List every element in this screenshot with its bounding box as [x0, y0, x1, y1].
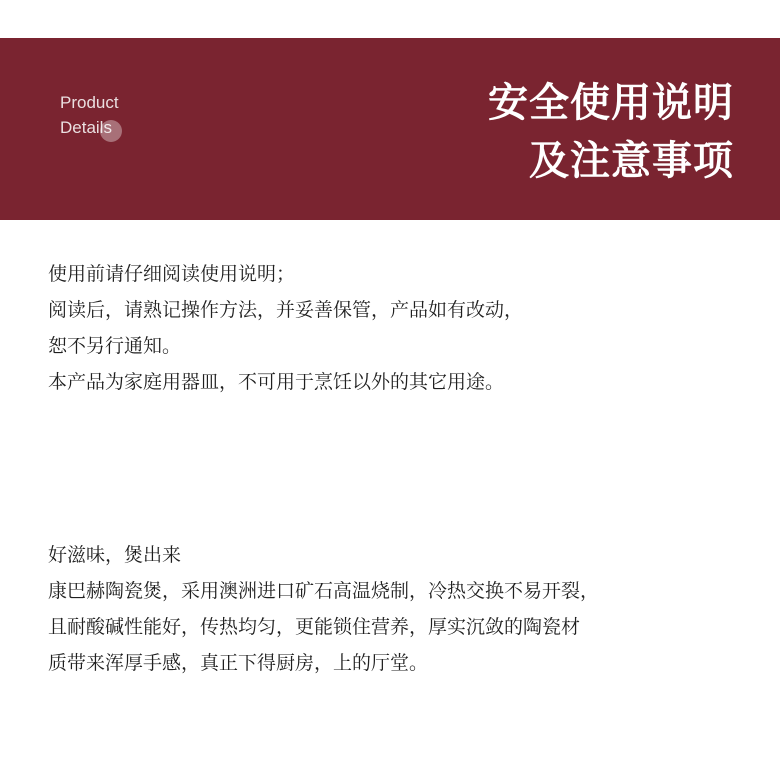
- title-line: 安全使用说明: [488, 80, 734, 126]
- usage-notice-section: [48, 256, 748, 400]
- text-line: 质带来浑厚手感，真正下得厨房，上的厅堂。: [48, 652, 429, 674]
- tag-line: Details: [60, 118, 112, 137]
- product-description-section: [48, 537, 748, 681]
- title-line: 及注意事项: [529, 138, 734, 184]
- text-line: 使用前请仔细阅读使用说明；: [48, 263, 296, 285]
- decorative-dot-icon: [100, 120, 122, 142]
- text-line: 本产品为家庭用器皿，不可用于烹饪以外的其它用途。: [48, 371, 505, 393]
- text-line: 好滋味，煲出来: [48, 544, 182, 566]
- tag-line: Product: [60, 93, 119, 112]
- header-banner: [0, 38, 780, 220]
- text-line: 且耐酸碱性能好，传热均匀，更能锁住营养，厚实沉敛的陶瓷材: [48, 616, 581, 638]
- page-title: [488, 74, 734, 190]
- text-line: 康巴赫陶瓷煲，采用澳洲进口矿石高温烧制，冷热交换不易开裂，: [48, 580, 600, 602]
- text-line: 阅读后，请熟记操作方法，并妥善保管，产品如有改动，: [48, 299, 524, 321]
- text-line: 恕不另行通知。: [48, 335, 182, 357]
